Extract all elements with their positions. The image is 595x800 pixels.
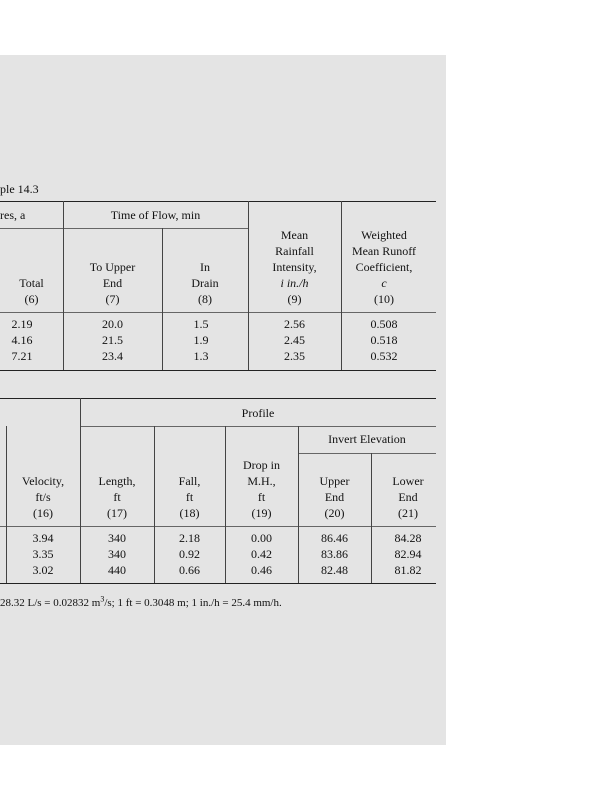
cell-lower-end: 82.94 <box>394 547 422 561</box>
header-upper-end: Upper <box>319 474 350 488</box>
cell-upper-end: 82.48 <box>321 563 348 577</box>
header-mean-rainfall: Rainfall <box>275 244 314 258</box>
header-drop-in-mh: Drop in <box>243 458 280 472</box>
table-caption: ple 14.3 <box>0 182 39 196</box>
header-runoff-coefficient: c <box>381 276 387 290</box>
header-col10: (10) <box>374 292 394 306</box>
cell-velocity: 3.02 <box>32 563 54 577</box>
header-col6: (6) <box>24 292 39 306</box>
header-col17: (17) <box>107 506 127 520</box>
table2-bottom-rule <box>0 583 436 584</box>
cell-fall: 0.66 <box>179 563 200 577</box>
cell-total: 2.19 <box>11 317 33 331</box>
header-fall: ft <box>185 490 194 504</box>
cell-fall: 2.18 <box>179 531 200 545</box>
header-col21: (21) <box>398 506 418 520</box>
table1-group-rule <box>0 228 248 229</box>
table2-top-rule <box>0 398 436 399</box>
cell-to-upper: 21.5 <box>102 333 123 347</box>
header-to-upper: To Upper <box>89 260 136 274</box>
header-fall: Fall, <box>178 474 201 488</box>
table1-top-rule <box>0 201 436 202</box>
header-col7: (7) <box>105 292 120 306</box>
cell-to-upper: 23.4 <box>102 349 123 363</box>
table2-invert-rule <box>298 453 436 454</box>
cell-lower-end: 84.28 <box>394 531 422 545</box>
cell-length: 340 <box>108 547 126 561</box>
header-col19: (19) <box>251 506 272 520</box>
footnote-text: 28.32 L/s = 0.02832 m <box>0 597 101 609</box>
cell-runoff: 0.508 <box>370 317 398 331</box>
header-mean-rainfall: Intensity, <box>272 260 317 274</box>
footnote-text: /s; 1 ft = 0.3048 m; 1 in./h = 25.4 mm/h. <box>104 597 282 609</box>
header-lower-end: End <box>398 490 418 504</box>
header-time-of-flow: Time of Flow, min <box>110 208 201 222</box>
table1-header-rule <box>0 312 436 313</box>
header-velocity: ft/s <box>35 490 51 504</box>
header-total: Total <box>19 276 44 290</box>
header-runoff-coefficient: Coefficient, <box>355 260 413 274</box>
header-col18: (18) <box>179 506 200 520</box>
header-in-drain: In <box>200 260 210 274</box>
cell-velocity: 3.94 <box>32 531 54 545</box>
cell-velocity: 3.35 <box>32 547 54 561</box>
cell-length: 340 <box>108 531 126 545</box>
header-to-upper: End <box>102 276 123 290</box>
footnote <box>0 594 282 609</box>
header-areas-group: res, a <box>0 208 26 222</box>
cell-to-upper: 20.0 <box>102 317 123 331</box>
table1-bottom-rule <box>0 370 436 371</box>
header-col16: (16) <box>33 506 53 520</box>
table2-profile-rule <box>80 426 436 427</box>
cell-lower-end: 81.82 <box>394 563 422 577</box>
book-page <box>0 55 446 745</box>
cell-in-drain: 1.3 <box>193 349 209 363</box>
cell-upper-end: 83.86 <box>321 547 348 561</box>
header-runoff-coefficient: Weighted <box>361 228 407 242</box>
footnote-superscript: 3 <box>100 594 105 604</box>
cell-total: 4.16 <box>11 333 33 347</box>
cell-intensity: 2.56 <box>284 317 305 331</box>
header-in-drain: Drain <box>191 276 219 290</box>
header-drop-in-mh: ft <box>257 490 266 504</box>
cell-drop: 0.42 <box>251 547 272 561</box>
header-profile: Profile <box>241 406 275 420</box>
header-mean-rainfall: i in./h <box>280 276 309 290</box>
header-col20: (20) <box>324 506 345 520</box>
header-length: ft <box>113 490 121 504</box>
cell-drop: 0.46 <box>251 563 272 577</box>
cell-runoff: 0.518 <box>370 333 398 347</box>
cell-drop: 0.00 <box>251 531 272 545</box>
cell-fall: 0.92 <box>179 547 200 561</box>
cell-intensity: 2.35 <box>284 349 305 363</box>
header-upper-end: End <box>324 490 345 504</box>
header-length: Length, <box>98 474 136 488</box>
header-col9: (9) <box>287 292 302 306</box>
header-lower-end: Lower <box>392 474 424 488</box>
cell-length: 440 <box>108 563 126 577</box>
cell-intensity: 2.45 <box>284 333 305 347</box>
cell-in-drain: 1.5 <box>193 317 209 331</box>
header-velocity: Velocity, <box>21 474 65 488</box>
header-drop-in-mh: M.H., <box>247 474 276 488</box>
header-runoff-coefficient: Mean Runoff <box>351 244 417 258</box>
header-mean-rainfall: Mean <box>280 228 309 242</box>
cell-in-drain: 1.9 <box>193 333 209 347</box>
header-col8: (8) <box>198 292 212 306</box>
cell-upper-end: 86.46 <box>321 531 348 545</box>
cell-runoff: 0.532 <box>370 349 398 363</box>
header-invert-elevation: Invert Elevation <box>328 432 406 446</box>
cell-total: 7.21 <box>11 349 33 363</box>
